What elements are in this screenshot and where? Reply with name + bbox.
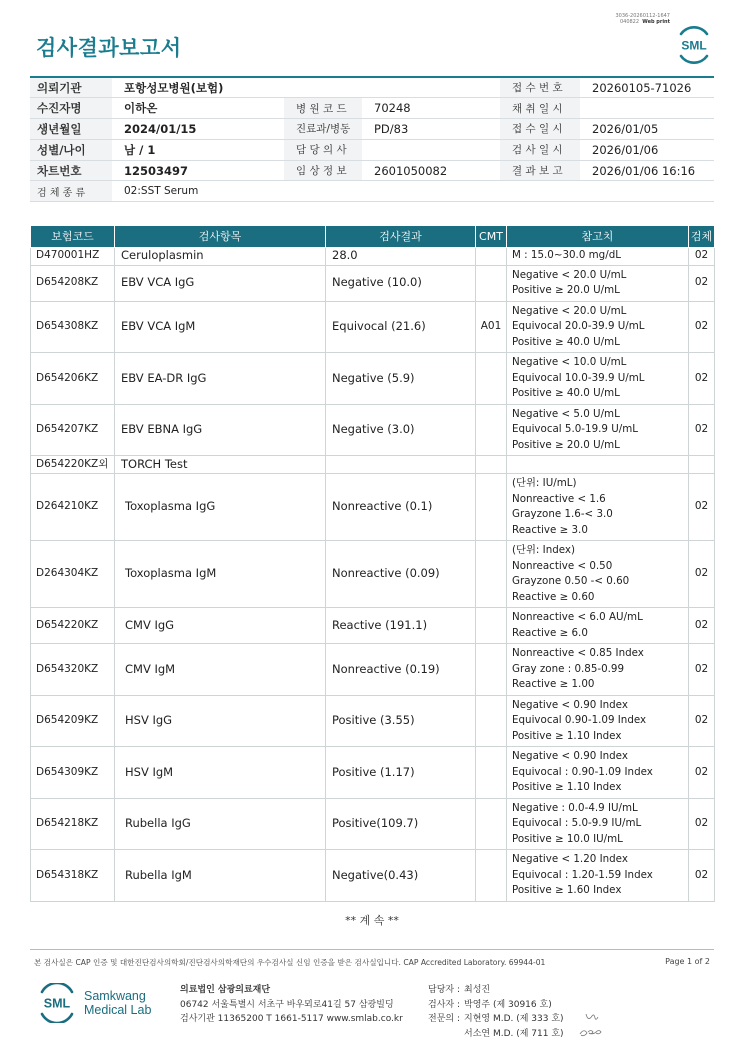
dept-label: 진료과/병동	[284, 119, 362, 140]
reference-line: Positive ≥ 1.60 Index	[512, 884, 622, 896]
requester-label: 의뢰기관	[30, 77, 112, 98]
result-cell: Nonreactive (0.19)	[326, 644, 476, 696]
reference-cell	[507, 541, 689, 608]
reference-line: Reactive ≥ 6.0	[512, 626, 588, 639]
report-label: 결 과 보 고	[500, 160, 580, 181]
test-item-cell: HSV IgG	[115, 695, 326, 747]
cmt-cell	[476, 474, 507, 541]
reference-cell	[507, 644, 689, 696]
footer-logo-mark: SML	[43, 996, 71, 1011]
specimen-cell: 02	[689, 404, 715, 456]
test-item-cell: HSV IgM	[115, 747, 326, 799]
cmt-cell	[476, 695, 507, 747]
insurance-code-cell: D470001HZ	[31, 247, 115, 265]
reference-line: Negative : 0.0-4.9 IU/mL	[512, 801, 638, 814]
result-cell: Positive(109.7)	[326, 798, 476, 850]
header-reference: 참고치	[507, 226, 689, 247]
receipt-no-label: 접 수 번 호	[500, 77, 580, 98]
insurance-code-cell: D654208KZ	[31, 265, 115, 301]
print-meta-line2: 040822	[619, 19, 640, 25]
result-row	[31, 404, 715, 456]
insurance-code-cell: D654218KZ	[31, 798, 115, 850]
cmt-cell	[476, 747, 507, 799]
test-item-cell: Rubella IgM	[115, 850, 326, 902]
test-date-value: 2026/01/06	[580, 139, 714, 160]
sml-logo-icon	[675, 26, 713, 64]
staff-value: 서소연 M.D. (제 711 호)	[464, 1028, 564, 1039]
specimen-cell: 02	[689, 850, 715, 902]
header-result: 검사결과	[326, 226, 476, 247]
insurance-code-cell: D654318KZ	[31, 850, 115, 902]
specimen-cell: 02	[689, 541, 715, 608]
cmt-cell	[476, 247, 507, 265]
patient-label: 수진자명	[30, 98, 112, 119]
insurance-code-cell: D654209KZ	[31, 695, 115, 747]
patient-value: 이하온	[112, 98, 284, 119]
signature-icon	[578, 1008, 612, 1042]
patient-info-table	[30, 76, 714, 202]
sml-footer-logo-icon	[38, 983, 76, 1023]
reference-line: Negative < 20.0 U/mL	[512, 268, 627, 281]
insurance-code-cell: D654320KZ	[31, 644, 115, 696]
result-row	[31, 474, 715, 541]
specimen-cell: 02	[689, 265, 715, 301]
results-body	[31, 247, 715, 901]
result-cell	[326, 456, 476, 474]
cmt-cell	[476, 850, 507, 902]
reference-line: Equivocal 0.90-1.09 Index	[512, 714, 647, 726]
birth-value: 2024/01/15	[112, 119, 284, 140]
specimen-cell: 02	[689, 608, 715, 644]
reference-cell	[507, 695, 689, 747]
result-row	[31, 353, 715, 405]
result-cell: Negative (10.0)	[326, 265, 476, 301]
reference-line: Positive ≥ 40.0 U/mL	[512, 335, 620, 348]
reference-line: Nonreactive < 6.0 AU/mL	[512, 611, 643, 623]
reference-line: Equivocal : 5.0-9.9 IU/mL	[512, 817, 642, 829]
reference-cell	[507, 798, 689, 850]
reference-line: Positive ≥ 20.0 U/mL	[512, 438, 620, 451]
result-cell: Equivocal (21.6)	[326, 301, 476, 353]
doctor-label: 담 당 의 사	[284, 139, 362, 160]
result-row	[31, 747, 715, 799]
test-item-cell: EBV VCA IgM	[115, 301, 326, 353]
reference-line: Equivocal : 0.90-1.09 Index	[512, 765, 653, 778]
certification-text: 본 검사실은 CAP 인증 및 대한진단검사의학회/진단검사의학재단의 우수검사실 신임 인증을 받은 검사실입니다. CAP Accredited Laboratory. 69944-01	[34, 958, 546, 967]
specimen-cell: 02	[689, 747, 715, 799]
result-cell: Nonreactive (0.09)	[326, 541, 476, 608]
staff-label: 전문의 :	[428, 1014, 460, 1024]
chart-no-label: 차트번호	[30, 160, 112, 181]
result-row	[31, 850, 715, 902]
reference-line: Negative < 20.0 U/mL	[512, 304, 627, 317]
result-row	[31, 695, 715, 747]
header-test-item: 검사항목	[115, 226, 326, 247]
org-name: 의료법인 삼광의료재단	[180, 985, 271, 995]
insurance-code-cell: D654206KZ	[31, 353, 115, 405]
reference-line: Nonreactive < 0.50	[512, 559, 613, 572]
org-address: 06742 서울특별시 서초구 바우뫼로41길 57 삼광빌딩	[180, 999, 394, 1010]
footer-logo	[38, 983, 168, 1025]
clinical-value: 2601050082	[362, 160, 500, 181]
reference-cell	[507, 265, 689, 301]
reference-line: Negative < 5.0 U/mL	[512, 407, 620, 420]
result-cell: Reactive (191.1)	[326, 608, 476, 644]
specimen-cell: 02	[689, 695, 715, 747]
reference-line: Grayzone 0.50 -< 0.60	[512, 575, 630, 587]
staff-label: 담당자 :	[428, 985, 460, 995]
result-row	[31, 456, 715, 474]
result-row	[31, 798, 715, 850]
clinical-label: 임 상 정 보	[284, 160, 362, 181]
result-row	[31, 265, 715, 301]
footer-logo-name	[84, 989, 151, 1017]
cmt-cell	[476, 456, 507, 474]
cmt-cell	[476, 541, 507, 608]
receipt-date-value: 2026/01/05	[580, 119, 714, 140]
test-item-cell: Toxoplasma IgM	[115, 541, 326, 608]
test-item-cell: EBV EBNA IgG	[115, 404, 326, 456]
reference-line: Positive ≥ 40.0 U/mL	[512, 387, 620, 399]
collect-date-value	[580, 98, 714, 119]
reference-line: Positive ≥ 1.10 Index	[512, 781, 622, 793]
reference-cell	[507, 608, 689, 644]
reference-cell	[507, 301, 689, 353]
footer-divider	[30, 949, 714, 950]
reference-line: Equivocal 20.0-39.9 U/mL	[512, 320, 645, 332]
result-row	[31, 644, 715, 696]
test-item-cell: Toxoplasma IgG	[115, 474, 326, 541]
specimen-cell: 02	[689, 353, 715, 405]
reference-cell	[507, 456, 689, 474]
reference-line: Nonreactive < 1.6	[512, 492, 606, 505]
result-cell: Positive (1.17)	[326, 747, 476, 799]
specimen-cell	[689, 456, 715, 474]
reference-line: Reactive ≥ 3.0	[512, 523, 588, 536]
test-item-cell: EBV VCA IgG	[115, 265, 326, 301]
specimen-cell: 02	[689, 247, 715, 265]
staff-label: 검사자 :	[428, 999, 460, 1010]
specimen-cell: 02	[689, 474, 715, 541]
test-item-cell: CMV IgM	[115, 644, 326, 696]
report-date-value: 2026/01/06 16:16	[580, 160, 714, 181]
result-row	[31, 247, 715, 265]
reference-line: Reactive ≥ 1.00	[512, 678, 595, 690]
sex-age-value: 남 / 1	[112, 139, 284, 160]
print-meta-label: Web print	[642, 19, 670, 25]
footer-logo-name1: Samkwang	[84, 989, 146, 1003]
reference-line: Positive ≥ 20.0 U/mL	[512, 284, 620, 296]
test-item-cell: EBV EA-DR IgG	[115, 353, 326, 405]
specimen-cell: 02	[689, 301, 715, 353]
reference-line: Negative < 0.90 Index	[512, 750, 628, 762]
receipt-date-label: 접 수 일 시	[500, 119, 580, 140]
test-date-label: 검 사 일 시	[500, 139, 580, 160]
cmt-cell	[476, 404, 507, 456]
results-header-row	[31, 226, 715, 247]
organization-info	[180, 983, 403, 1027]
specimen-cell: 02	[689, 798, 715, 850]
staff-label	[428, 1027, 464, 1042]
staff-value: 지현영 M.D. (제 333 호)	[464, 1014, 564, 1024]
cmt-cell: A01	[476, 301, 507, 353]
reference-cell	[507, 850, 689, 902]
org-contact: 검사기관 11365200 T 1661-5117 www.smlab.co.kr	[180, 1014, 403, 1024]
staff-value: 최성진	[464, 985, 491, 995]
result-row	[31, 301, 715, 353]
insurance-code-cell: D654207KZ	[31, 404, 115, 456]
reference-cell	[507, 474, 689, 541]
hospital-code-value: 70248	[362, 98, 500, 119]
reference-line: Equivocal 5.0-19.9 U/mL	[512, 423, 638, 435]
print-meta-line1: 3036-20260112-1647	[615, 13, 670, 19]
continued-marker: ** 계 속 **	[345, 914, 399, 927]
insurance-code-cell: D654220KZ	[31, 608, 115, 644]
page-title: 검사결과보고서	[36, 36, 182, 60]
reference-line: (단위: IU/mL)	[512, 477, 577, 489]
test-item-cell: CMV IgG	[115, 608, 326, 644]
reference-line: Equivocal : 1.20-1.59 Index	[512, 868, 653, 881]
test-item-cell: Rubella IgG	[115, 798, 326, 850]
page-number: Page 1 of 2	[665, 957, 710, 966]
reference-line: Equivocal 10.0-39.9 U/mL	[512, 371, 645, 384]
cmt-cell	[476, 265, 507, 301]
test-item-cell: Ceruloplasmin	[115, 247, 326, 265]
insurance-code-cell: D654220KZ외	[31, 456, 115, 474]
collect-date-label: 채 취 일 시	[500, 98, 580, 119]
logo-text: SML	[681, 38, 707, 53]
result-cell: Nonreactive (0.1)	[326, 474, 476, 541]
reference-line: Nonreactive < 0.85 Index	[512, 647, 644, 659]
reference-cell	[507, 247, 689, 265]
header-insurance-code: 보험코드	[31, 226, 115, 247]
doctor-value	[362, 139, 500, 160]
receipt-no-value: 20260105-71026	[580, 77, 714, 98]
result-cell: 28.0	[326, 247, 476, 265]
reference-line: Negative < 10.0 U/mL	[512, 356, 627, 368]
sex-age-label: 성별/나이	[30, 139, 112, 160]
reference-line: M : 15.0~30.0 mg/dL	[512, 249, 621, 262]
reference-line: Negative < 1.20 Index	[512, 853, 628, 865]
reference-line: Reactive ≥ 0.60	[512, 590, 595, 603]
header-specimen: 검체	[689, 226, 715, 247]
print-meta	[560, 13, 670, 25]
result-row	[31, 541, 715, 608]
insurance-code-cell: D264210KZ	[31, 474, 115, 541]
header-cmt: CMT	[476, 226, 507, 247]
birth-label: 생년월일	[30, 119, 112, 140]
reference-cell	[507, 747, 689, 799]
specimen-value: 02:SST Serum	[112, 181, 714, 202]
insurance-code-cell: D654309KZ	[31, 747, 115, 799]
result-cell: Negative (5.9)	[326, 353, 476, 405]
result-row	[31, 608, 715, 644]
reference-line: Negative < 0.90 Index	[512, 698, 628, 711]
staff-value: 박영주 (제 30916 호)	[464, 999, 552, 1010]
reference-line: Gray zone : 0.85-0.99	[512, 662, 625, 675]
test-item-cell: TORCH Test	[115, 456, 326, 474]
chart-no-value: 12503497	[112, 160, 284, 181]
requester-value: 포항성모병원(보험)	[112, 77, 500, 98]
reference-line: (단위: Index)	[512, 544, 576, 556]
insurance-code-cell: D654308KZ	[31, 301, 115, 353]
result-cell: Positive (3.55)	[326, 695, 476, 747]
insurance-code-cell: D264304KZ	[31, 541, 115, 608]
cmt-cell	[476, 353, 507, 405]
specimen-cell: 02	[689, 644, 715, 696]
result-cell: Negative(0.43)	[326, 850, 476, 902]
cmt-cell	[476, 644, 507, 696]
specimen-label: 검 체 종 류	[30, 181, 112, 202]
cmt-cell	[476, 608, 507, 644]
dept-value: PD/83	[362, 119, 500, 140]
results-table	[30, 226, 715, 902]
result-cell: Negative (3.0)	[326, 404, 476, 456]
hospital-code-label: 병 원 코 드	[284, 98, 362, 119]
staff-info	[428, 983, 564, 1041]
reference-line: Positive ≥ 1.10 Index	[512, 729, 622, 742]
reference-cell	[507, 404, 689, 456]
reference-line: Positive ≥ 10.0 IU/mL	[512, 832, 623, 845]
footer-logo-name2: Medical Lab	[84, 1003, 152, 1017]
reference-cell	[507, 353, 689, 405]
reference-line: Grayzone 1.6-< 3.0	[512, 508, 613, 520]
cmt-cell	[476, 798, 507, 850]
